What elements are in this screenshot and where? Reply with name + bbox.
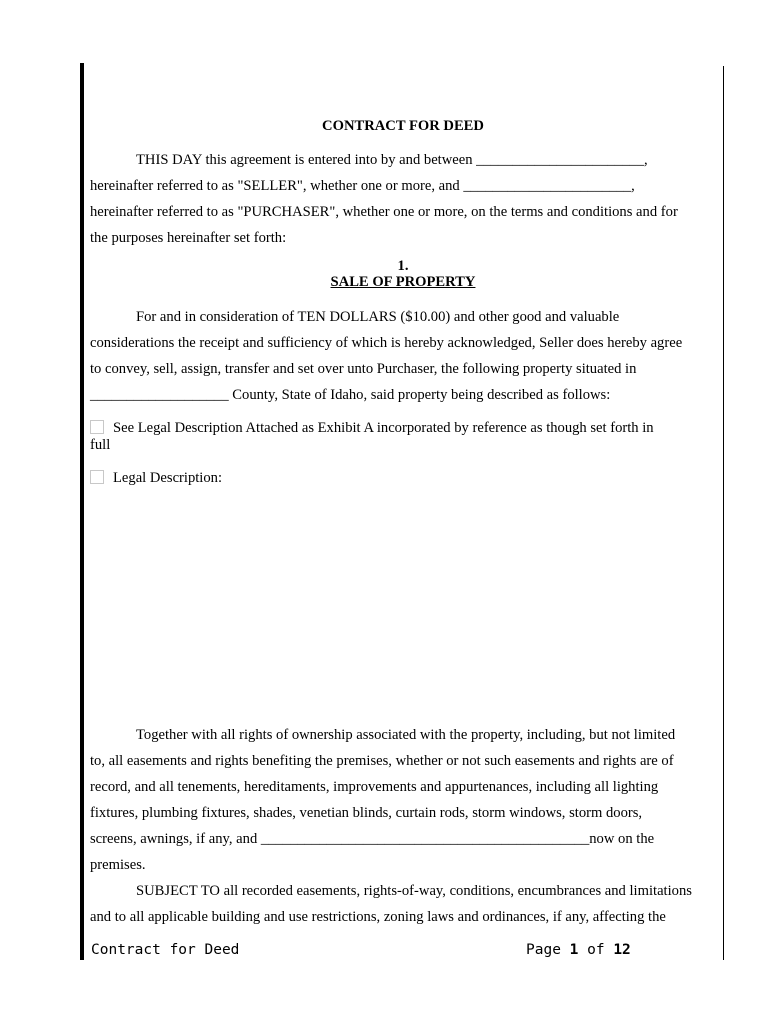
together-line: Together with all rights of ownership associated with the property, including, but not limited: [136, 727, 676, 743]
sale-line: For and in consideration of TEN DOLLARS ($10.00) and other good and valuable: [136, 309, 620, 325]
subject-line: and to all applicable building and use restrictions, zoning laws and ordinances, if any, affecting the: [90, 909, 666, 925]
legal-checkbox-row: [90, 470, 690, 487]
legal-description-label: Legal Description:: [113, 470, 223, 486]
subject-line: SUBJECT TO all recorded easements, rights-of-way, conditions, encumbrances and limitations: [136, 883, 692, 899]
sale-line: ___________________ County, State of Idaho, said property being described as follows:: [90, 387, 611, 403]
legal-description-checkbox[interactable]: [90, 470, 104, 484]
intro-paragraph: [90, 147, 716, 251]
intro-line: hereinafter referred to as "SELLER", whether one or more, and _______________________,: [90, 178, 635, 194]
footer-page-number: [526, 942, 631, 958]
footer-document-name: Contract for Deed: [91, 942, 240, 958]
together-line: record, and all tenements, hereditaments, improvements and appurtenances, including all lighting: [90, 779, 659, 795]
together-line: to, all easements and rights benefiting the premises, whether or not such easements and rights are of: [90, 753, 674, 769]
document-title: CONTRACT FOR DEED: [322, 118, 484, 134]
intro-line: the purposes hereinafter set forth:: [90, 230, 287, 246]
section-heading: SALE OF PROPERTY: [330, 274, 476, 290]
exhibit-checkbox[interactable]: [90, 420, 104, 434]
intro-line: hereinafter referred to as "PURCHASER", whether one or more, on the terms and conditions and for: [90, 204, 678, 220]
footer-page-word: Page: [526, 942, 561, 958]
together-paragraph: [90, 722, 716, 878]
sale-line: considerations the receipt and sufficiency of which is hereby acknowledged, Seller does hereby agree: [90, 335, 683, 351]
exhibit-checkbox-label-cont: full: [90, 437, 111, 453]
footer-of-word: of: [587, 942, 605, 958]
sale-line: to convey, sell, assign, transfer and set over unto Purchaser, the following property situated in: [90, 361, 637, 377]
sale-paragraph: [90, 304, 716, 408]
exhibit-checkbox-label: See Legal Description Attached as Exhibit A incorporated by reference as though set forth in: [113, 420, 654, 436]
footer-page-current: 1: [569, 942, 579, 958]
left-margin-rule: [80, 63, 84, 960]
together-line: screens, awnings, if any, and _____________________________________________now on the: [90, 831, 655, 847]
intro-line: THIS DAY this agreement is entered into by and between _______________________,: [136, 152, 648, 168]
together-line: premises.: [90, 857, 146, 873]
subject-paragraph: [90, 878, 716, 930]
exhibit-checkbox-row: [90, 420, 690, 454]
together-line: fixtures, plumbing fixtures, shades, venetian blinds, curtain rods, storm windows, storm doors,: [90, 805, 643, 821]
footer-page-total: 12: [613, 942, 631, 958]
section-number: 1.: [397, 258, 409, 274]
right-margin-rule: [723, 66, 724, 960]
